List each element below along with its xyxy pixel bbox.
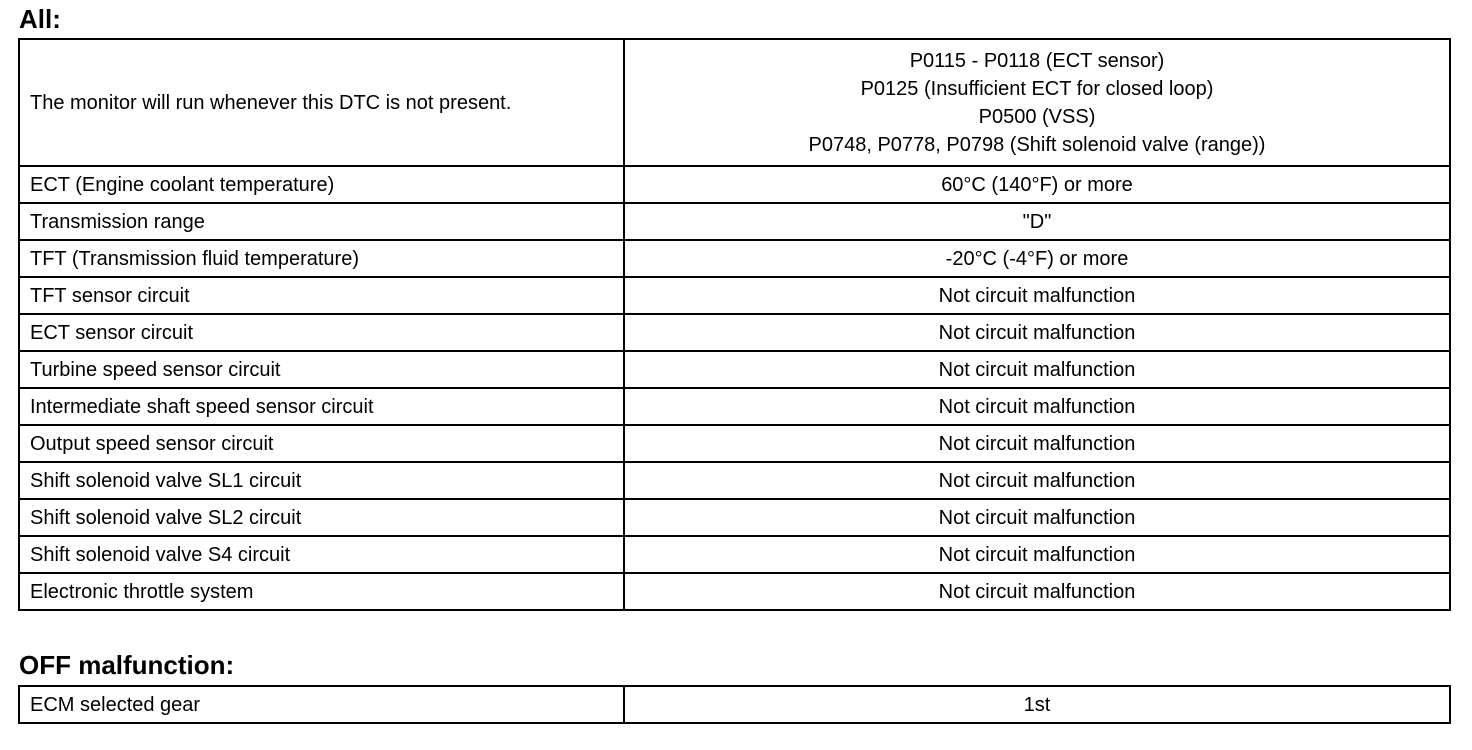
table-row (19, 166, 1450, 203)
conditions-table-off-malfunction (18, 685, 1451, 724)
value-cell: Not circuit malfunction (624, 536, 1450, 573)
value-cell: Not circuit malfunction (624, 425, 1450, 462)
value-cell: Not circuit malfunction (624, 277, 1450, 314)
condition-cell: Output speed sensor circuit (19, 425, 624, 462)
table-row (19, 240, 1450, 277)
value-cell: -20°C (-4°F) or more (624, 240, 1450, 277)
value-cell: Not circuit malfunction (624, 573, 1450, 610)
table-row (19, 536, 1450, 573)
value-cell: Not circuit malfunction (624, 388, 1450, 425)
table-row (19, 425, 1450, 462)
condition-cell: ECM selected gear (19, 686, 624, 723)
condition-cell: The monitor will run whenever this DTC is not present. (19, 39, 624, 166)
table-row (19, 351, 1450, 388)
condition-cell: Shift solenoid valve SL1 circuit (19, 462, 624, 499)
table-row (19, 388, 1450, 425)
value-cell: Not circuit malfunction (624, 351, 1450, 388)
condition-cell: ECT (Engine coolant temperature) (19, 166, 624, 203)
value-cell: Not circuit malfunction (624, 462, 1450, 499)
table-row (19, 314, 1450, 351)
table-row (19, 686, 1450, 723)
condition-cell: Shift solenoid valve S4 circuit (19, 536, 624, 573)
dtc-line: P0748, P0778, P0798 (Shift solenoid valve (range)) (808, 133, 1266, 156)
condition-cell: TFT sensor circuit (19, 277, 624, 314)
table-row (19, 462, 1450, 499)
condition-cell: Transmission range (19, 203, 624, 240)
dtc-line: P0115 - P0118 (ECT sensor) (909, 49, 1165, 72)
table-row (19, 277, 1450, 314)
conditions-table-all (18, 38, 1451, 611)
value-cell: 60°C (140°F) or more (624, 166, 1450, 203)
condition-cell: TFT (Transmission fluid temperature) (19, 240, 624, 277)
dtc-line: P0125 (Insufficient ECT for closed loop) (860, 77, 1214, 100)
table-row (19, 499, 1450, 536)
value-cell: 1st (624, 686, 1450, 723)
section-heading-off-malfunction: OFF malfunction: (19, 650, 235, 680)
section-heading-all: All: (19, 4, 61, 34)
table-row (19, 573, 1450, 610)
table-row (19, 203, 1450, 240)
table-row (19, 39, 1450, 166)
value-cell: Not circuit malfunction (624, 499, 1450, 536)
condition-cell: Electronic throttle system (19, 573, 624, 610)
value-cell: "D" (624, 203, 1450, 240)
dtc-list-cell (624, 39, 1450, 166)
condition-cell: Intermediate shaft speed sensor circuit (19, 388, 624, 425)
condition-cell: ECT sensor circuit (19, 314, 624, 351)
dtc-line: P0500 (VSS) (978, 105, 1096, 128)
condition-cell: Turbine speed sensor circuit (19, 351, 624, 388)
value-cell: Not circuit malfunction (624, 314, 1450, 351)
condition-cell: Shift solenoid valve SL2 circuit (19, 499, 624, 536)
